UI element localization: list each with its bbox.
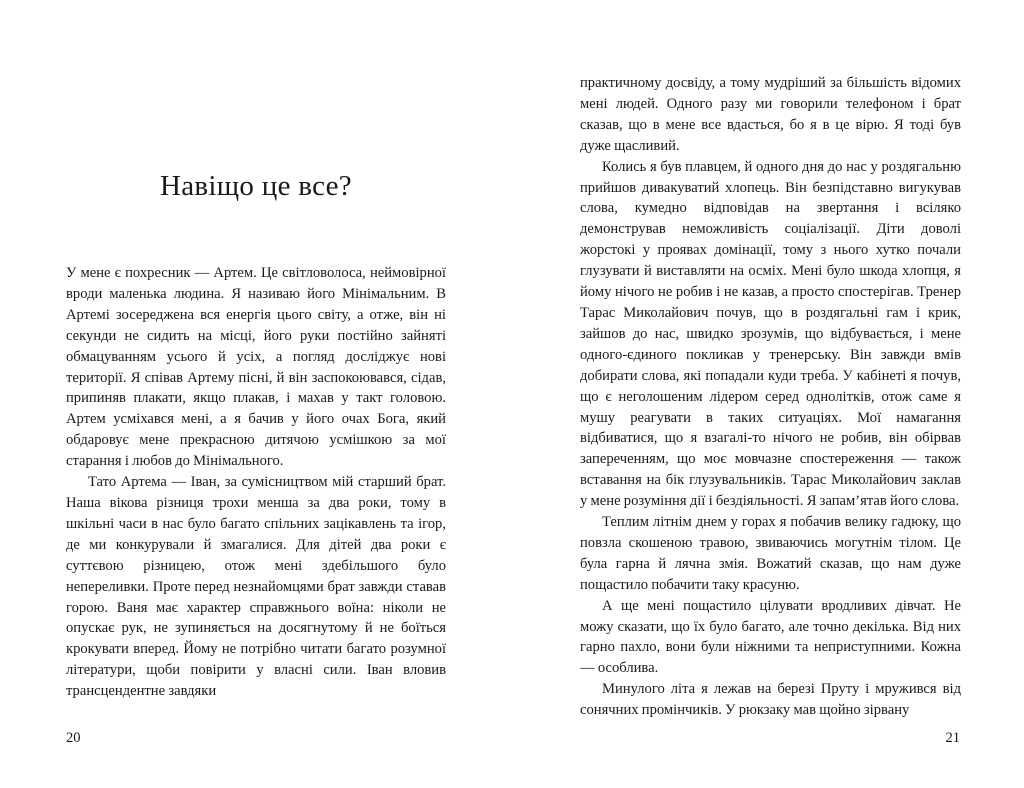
paragraph: Теплим літнім днем у горах я побачив велику гадюку, що повзла скошеною травою, звиваючись могутнім тілом. Це була гарна й лячна змія. Вожатий сказав, що нам дуже пощастило побачити таку красуню. (580, 514, 961, 593)
paragraph: практичному досвіду, а тому мудріший за більшість відомих мені людей. Одного разу ми говорили телефоном і брат сказав, що в мене все вдасться, бо я в це вірю. Я тоді був дуже щасливий. (580, 75, 961, 154)
paragraph: У мене є похресник — Артем. Це світловолоса, неймовірної вроди маленька людина. Я називаю його Мінімальним. В Артемі зосереджена вся енергія цього світу, а отже, він ні секунди не сидить на місці, його руки постійно зайняті обмацуванням усього й усіх, а погляд досліджує нові території. Я співав Артему пісні, й він заспокоювався, сідав, припиняв плакати, якщо плакав, і махав у такт головою. Артем усміхався мені, а я бачив у його очах Бога, який обдаровує мене прекрасною дитячою усмішкою за мої старання і любов до Мінімального. (66, 265, 446, 470)
chapter-title: Навіщо це все? (160, 170, 352, 202)
paragraph: Минулого літа я лежав на березі Пруту і мружився від сонячних промінчиків. У рюкзаку мав щойно зірвану (580, 681, 961, 719)
paragraph: Колись я був плавцем, й одного дня до нас у роздягальню прийшов дивакуватий хлопець. Він безпідставно вигукував слова, кумедно відповідав на звертання і всіляко демонстрував неможливість соціалізації. Діти доволі жорстокі у проявах домінації, тому з нього хутко почали глузувати й виставляти на осміх. Мені було шкода хлопця, я йому нічого не робив і не казав, а просто спостерігав. Тренер Тарас Миколайович почув, що в роздягальні гам і крик, зайшов до нас, швидко зрозумів, що відбувається, і мене одного-єдиного покликав у тренерську. Він завжди вмів добирати слова, які попадали куди треба. У кабінеті я почув, що є неголошеним лідером серед однолітків, отож саме я мушу реагувати в таких ситуаціях. Мої намагання відбиватися, що я взагалі-то нічого не робив, він обірвав запереченням, що моє мовчазне спостереження — також вставання на бік глузувальників. Тарас Миколайович заклав у мене розуміння дії і бездіяльності. Я запам’ятав його слова. (580, 158, 961, 510)
right-page-text (580, 73, 961, 721)
left-page-text (66, 263, 446, 702)
page-number: 21 (945, 730, 960, 746)
paragraph: Тато Артема — Іван, за сумісництвом мій старший брат. Наша вікова різниця трохи менша за два роки, тому в шкільні часи в нас було багато спільних зацікавлень та ігор, де ми конкурували й змагалися. Для дітей два роки є суттєвою різницею, отож мені здебільшого було непереливки. Проте перед незнайомцями брат завжди ставав горою. Ваня має характер справжнього воїна: ніколи не опускає рук, не зупиняється на досягнутому й не боїться крокувати вперед. Йому не потрібно читати багато розумної літератури, щоби повірити у власні сили. Іван вловив трансцендентне завдяки (66, 474, 446, 700)
paragraph: А ще мені пощастило цілувати вродливих дівчат. Не можу сказати, що їх було багато, але точно декілька. Від них гарно пахло, вони були ніжними та неприступними. Кожна — особлива. (580, 597, 961, 677)
right-page (512, 0, 1024, 788)
page-number: 20 (66, 730, 81, 746)
